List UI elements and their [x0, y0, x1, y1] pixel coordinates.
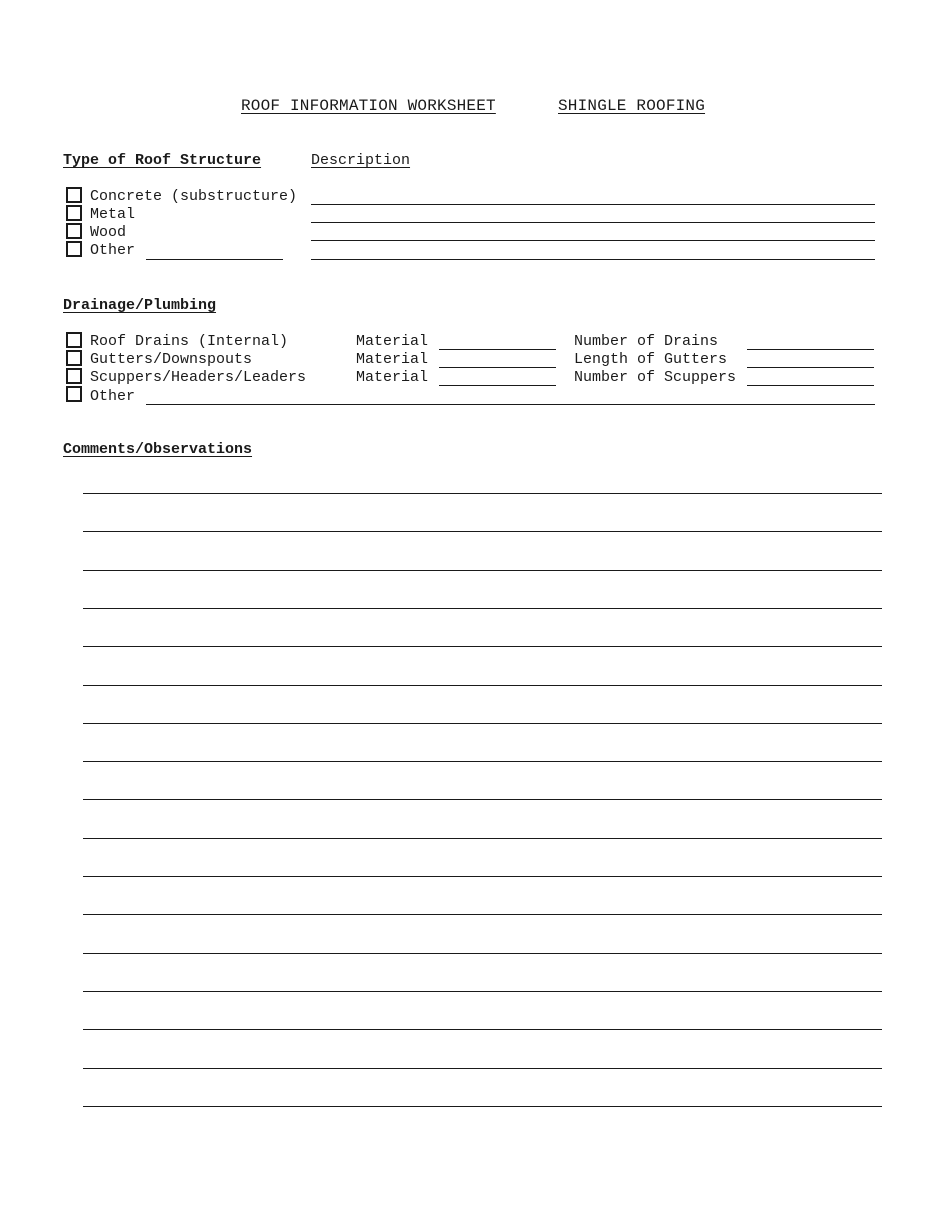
number-of-scuppers-label: Number of Scuppers — [574, 369, 737, 386]
roof-structure-heading: Type of Roof Structure — [63, 152, 262, 169]
other-structure-label: Other — [90, 242, 136, 259]
other-drainage-checkbox[interactable] — [66, 386, 82, 402]
other-drainage-label: Other — [90, 388, 136, 405]
scuppers-material-field[interactable] — [439, 385, 556, 386]
comment-line[interactable] — [83, 531, 882, 532]
gutters-label: Gutters/Downspouts — [90, 351, 253, 368]
comment-line[interactable] — [83, 761, 882, 762]
comment-line[interactable] — [83, 1029, 882, 1030]
concrete-label: Concrete (substructure) — [90, 188, 298, 205]
scuppers-checkbox[interactable] — [66, 368, 82, 384]
scuppers-label: Scuppers/Headers/Leaders — [90, 369, 307, 386]
comment-line[interactable] — [83, 876, 882, 877]
drainage-heading: Drainage/Plumbing — [63, 297, 217, 314]
metal-checkbox[interactable] — [66, 205, 82, 221]
roof-drains-material-label: Material — [356, 333, 429, 350]
gutters-checkbox[interactable] — [66, 350, 82, 366]
comment-line[interactable] — [83, 838, 882, 839]
number-of-drains-field[interactable] — [747, 349, 874, 350]
description-line-2[interactable] — [311, 222, 875, 223]
comment-line[interactable] — [83, 1068, 882, 1069]
comment-line[interactable] — [83, 991, 882, 992]
comments-heading: Comments/Observations — [63, 441, 253, 458]
comment-line[interactable] — [83, 685, 882, 686]
roof-drains-material-field[interactable] — [439, 349, 556, 350]
gutters-material-field[interactable] — [439, 367, 556, 368]
worksheet-title: ROOF INFORMATION WORKSHEET — [241, 97, 496, 115]
comment-line[interactable] — [83, 723, 882, 724]
comment-line[interactable] — [83, 953, 882, 954]
worksheet-subtitle: SHINGLE ROOFING — [558, 97, 706, 115]
description-line-3[interactable] — [311, 240, 875, 241]
number-of-scuppers-field[interactable] — [747, 385, 874, 386]
comment-line[interactable] — [83, 1106, 882, 1107]
description-line-4[interactable] — [311, 259, 875, 260]
comment-line[interactable] — [83, 570, 882, 571]
gutters-material-label: Material — [356, 351, 429, 368]
concrete-checkbox[interactable] — [66, 187, 82, 203]
comment-line[interactable] — [83, 646, 882, 647]
comment-line[interactable] — [83, 799, 882, 800]
roof-drains-label: Roof Drains (Internal) — [90, 333, 289, 350]
wood-label: Wood — [90, 224, 127, 241]
comment-line[interactable] — [83, 608, 882, 609]
roof-drains-checkbox[interactable] — [66, 332, 82, 348]
other-structure-field[interactable] — [146, 259, 283, 260]
comment-line[interactable] — [83, 914, 882, 915]
metal-label: Metal — [90, 206, 136, 223]
comment-line[interactable] — [83, 493, 882, 494]
other-structure-checkbox[interactable] — [66, 241, 82, 257]
wood-checkbox[interactable] — [66, 223, 82, 239]
length-of-gutters-label: Length of Gutters — [574, 351, 728, 368]
description-line-1[interactable] — [311, 204, 875, 205]
other-drainage-field[interactable] — [146, 404, 875, 405]
number-of-drains-label: Number of Drains — [574, 333, 719, 350]
description-heading: Description — [311, 152, 411, 169]
scuppers-material-label: Material — [356, 369, 429, 386]
length-of-gutters-field[interactable] — [747, 367, 874, 368]
